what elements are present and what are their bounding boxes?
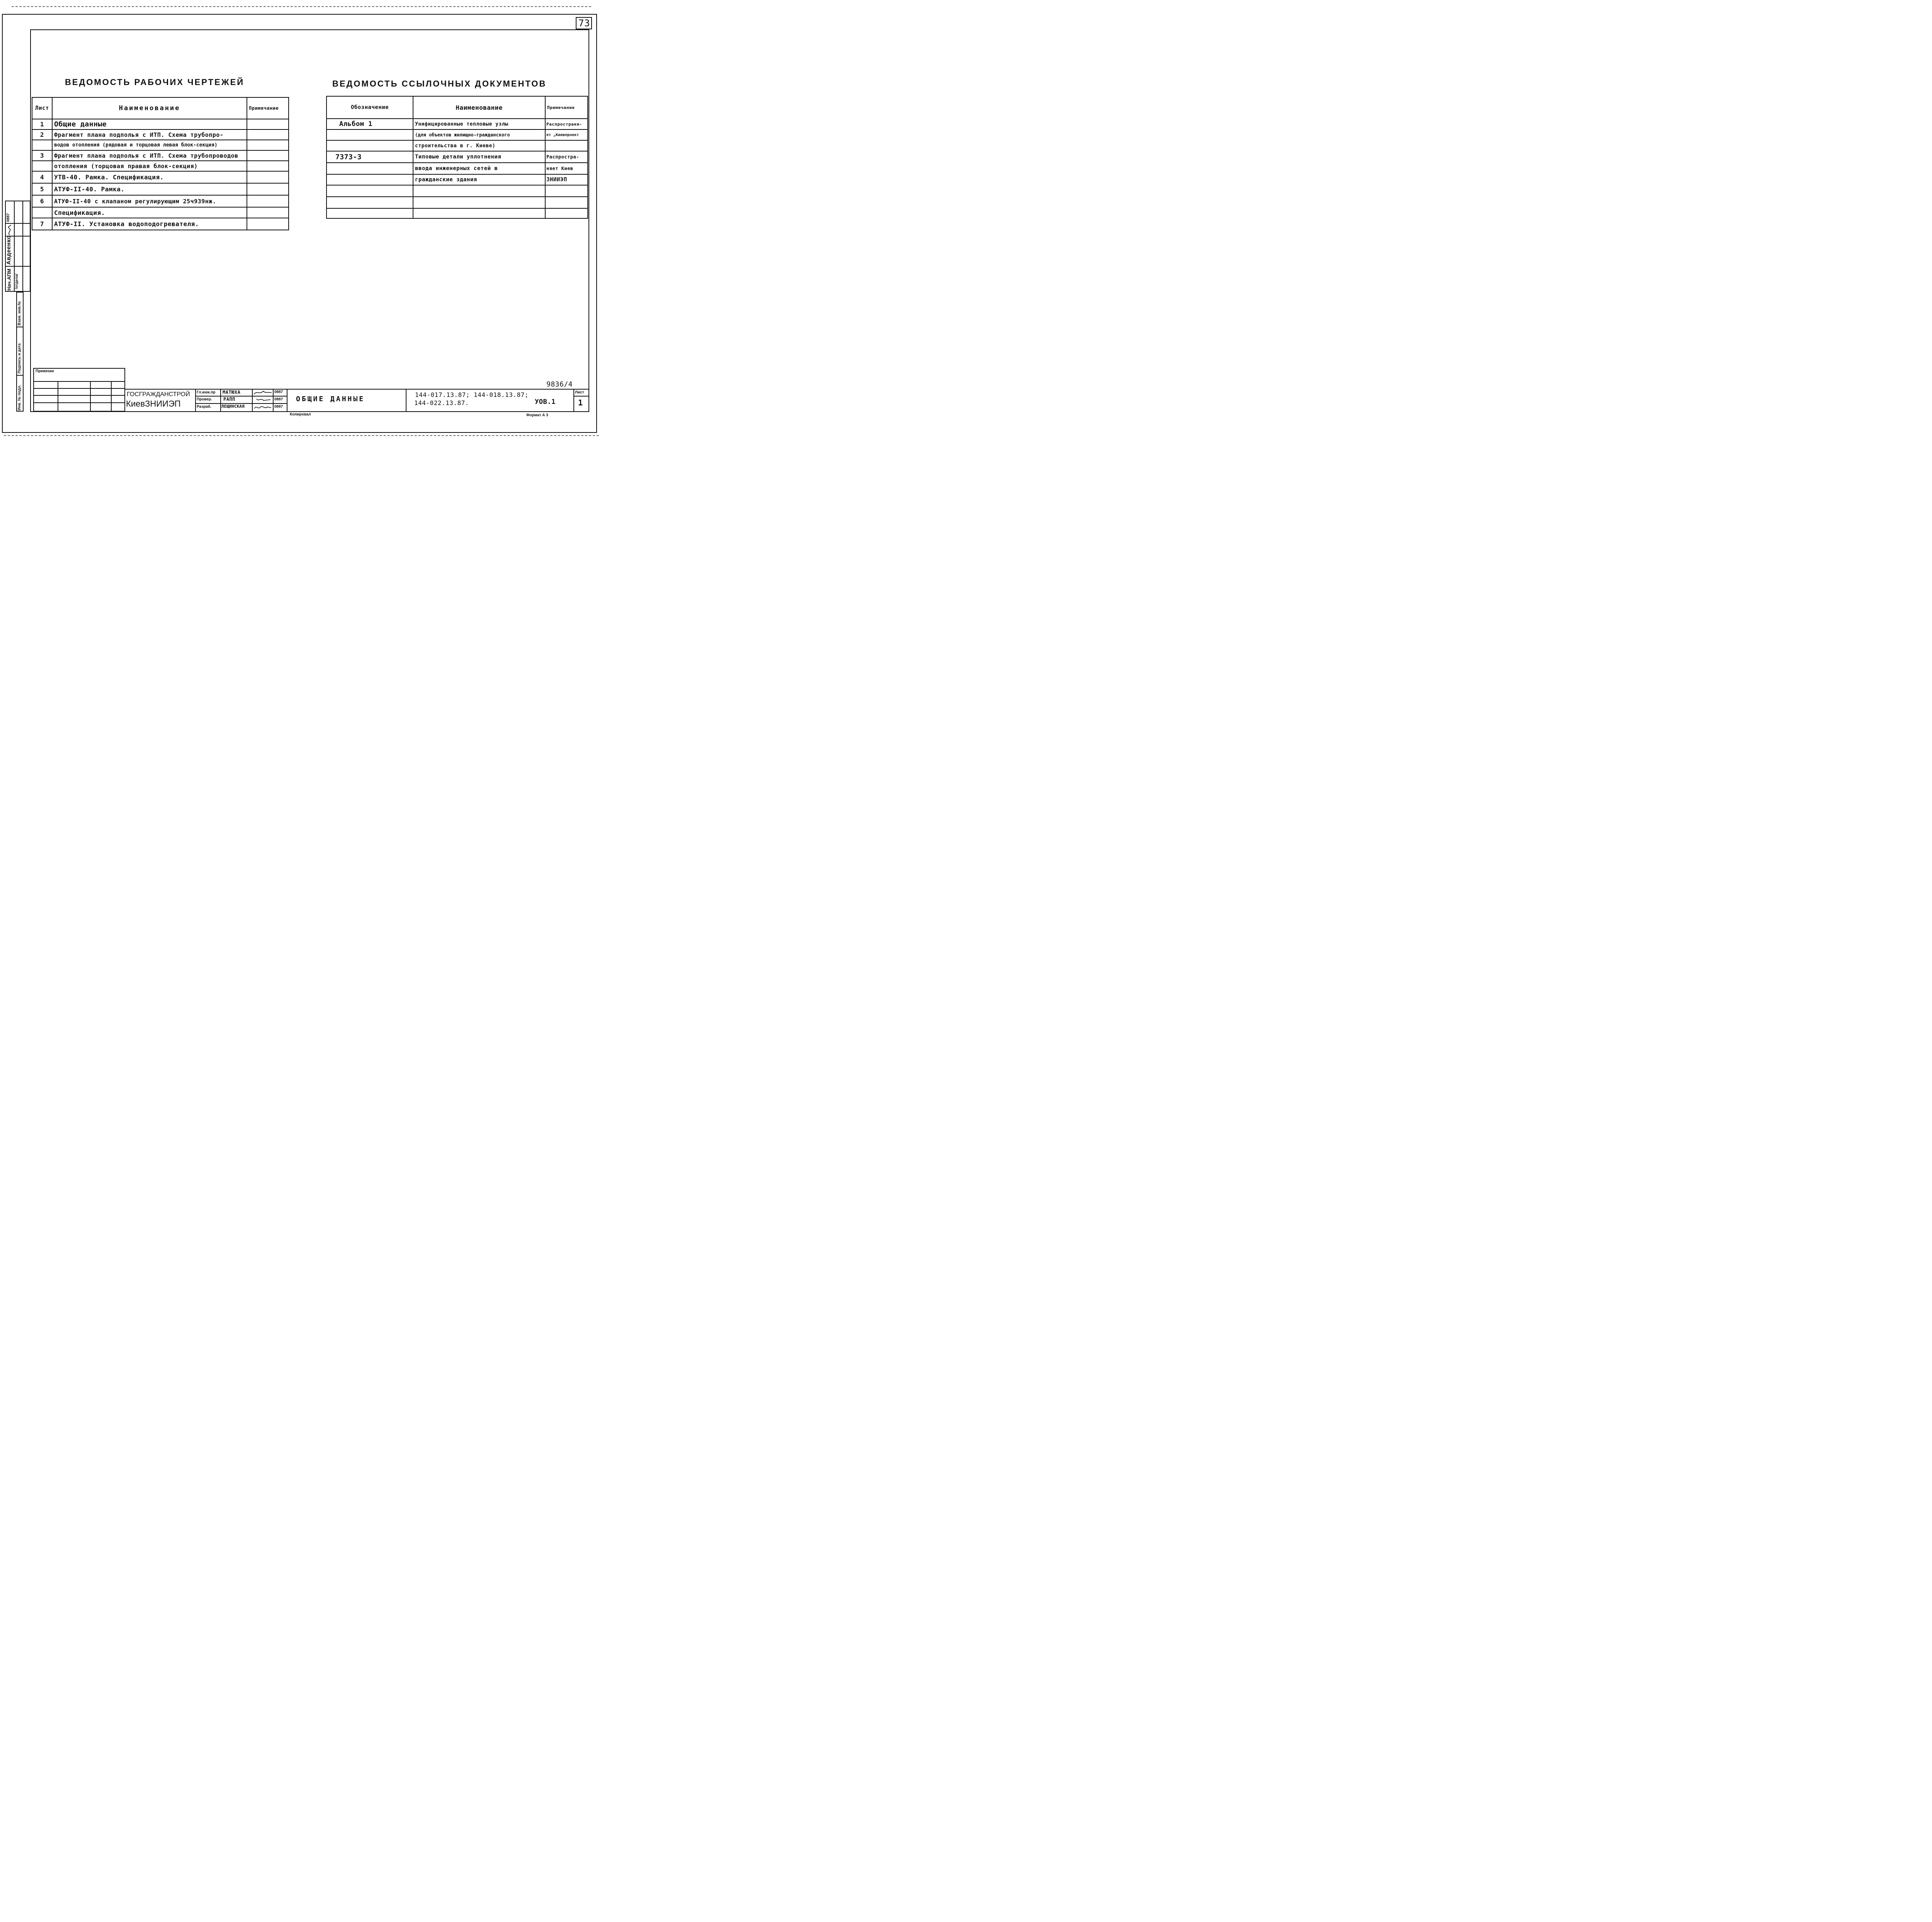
role-signature	[253, 390, 272, 396]
role-name: МАТЮХА	[223, 390, 241, 395]
doc-codes-line1: 144-017.13.87; 144-018.13.87;	[415, 391, 529, 398]
table-row	[327, 163, 588, 174]
row-sheet: 3	[32, 150, 52, 161]
table-header-row	[327, 96, 588, 119]
row-code: Альбом 1	[327, 119, 413, 129]
row-name: АТУФ-II-40 с клапаном регулирующим 25ч939нж.	[52, 195, 247, 207]
row-sheet: 5	[32, 183, 52, 195]
row-name: АТУФ-II-40. Рамка.	[52, 183, 247, 195]
stamp-original-inv-label: Инв. № подл.	[17, 385, 22, 410]
scan-border-top	[12, 6, 591, 7]
row-note	[247, 150, 289, 161]
approval-label: Привязан	[36, 369, 54, 373]
table-row	[32, 150, 289, 161]
row-name: Общие данные	[52, 119, 247, 129]
table-row	[32, 129, 289, 140]
row-code	[327, 129, 413, 140]
row-sheet	[32, 140, 52, 150]
role-label: Гл.инж.пр	[197, 390, 216, 395]
row-note: ЗНИИЭП	[545, 174, 588, 185]
reference-docs-title: ВЕДОМОСТЬ ССЫЛОЧНЫХ ДОКУМЕНТОВ	[332, 79, 547, 89]
stamp-position-label: Нач.АПМ	[6, 269, 12, 291]
row-name: Типовые детали уплотнения	[413, 151, 545, 163]
stamp-signature-date-label: Подпись и дата	[17, 343, 22, 373]
row-name: Спецификация.	[52, 207, 247, 218]
reference-table	[326, 96, 588, 219]
table-row	[32, 119, 289, 129]
row-sheet	[32, 207, 52, 218]
column-header-sheet: Лист	[32, 97, 52, 119]
row-name: Фрагмент плана подполья с ИТП. Схема трубопроводов	[52, 150, 247, 161]
column-header-note: Примечание	[545, 96, 588, 119]
mark-code: УОВ.1	[535, 398, 556, 406]
role-label: Разраб.	[197, 405, 211, 409]
row-name: строительства в г. Киеве)	[413, 140, 545, 151]
row-sheet: 2	[32, 129, 52, 140]
role-signature	[253, 404, 272, 411]
table-row	[327, 208, 588, 218]
format-label: Формат А 3	[526, 413, 548, 417]
role-label: Провер.	[197, 397, 212, 402]
table-row	[327, 119, 588, 129]
row-name: водов отопления (рядовая и торцовая левая блок-секция)	[52, 140, 247, 150]
doc-codes-line2: 144-022.13.87.	[414, 399, 469, 407]
row-name: Фрагмент плана подполья с ИТП. Схема трубопро-	[52, 129, 247, 140]
table-row	[327, 151, 588, 163]
corner-number: 73	[578, 18, 590, 29]
row-note	[247, 171, 289, 183]
row-note	[247, 119, 289, 129]
table-row	[327, 140, 588, 151]
row-code: 7373-3	[327, 151, 413, 163]
row-note	[247, 207, 289, 218]
row-note	[247, 183, 289, 195]
row-note: ет „Киевпроект	[545, 129, 588, 140]
row-sheet: 1	[32, 119, 52, 129]
row-code	[327, 174, 413, 185]
sheet-title: ОБЩИЕ ДАННЫЕ	[296, 395, 365, 403]
table-row	[327, 197, 588, 208]
role-date: 0887	[274, 397, 283, 402]
role-name: РАПП	[223, 397, 235, 402]
table-row	[327, 174, 588, 185]
table-row	[32, 140, 289, 150]
table-row	[327, 185, 588, 197]
stamp-replace-inv-label: Взам. инв.№	[17, 301, 22, 325]
row-note	[247, 140, 289, 150]
drawings-list-title: ВЕДОМОСТЬ РАБОЧИХ ЧЕРТЕЖЕЙ	[65, 77, 245, 87]
stamp-name: Авдеенко	[5, 235, 12, 265]
org-name: ГОСГРАЖДАНСТРОЙ	[127, 391, 190, 398]
row-note: Распростра-	[545, 151, 588, 163]
row-note	[545, 140, 588, 151]
series-number: 9836/4	[546, 380, 573, 388]
role-name: ЛЕЩИНСКАЯ	[221, 404, 245, 409]
role-date: 0887	[274, 390, 283, 394]
row-name: АТУФ-II. Установка водоподогревателя.	[52, 218, 247, 230]
row-sheet: 6	[32, 195, 52, 207]
stamp-dept-label: /отдела/	[15, 273, 19, 289]
row-name: гражданские здания	[413, 174, 545, 185]
table-row	[32, 195, 289, 207]
column-header-code: Обозначение	[327, 96, 413, 119]
org-institute: КиевЗНИИЭП	[126, 399, 181, 409]
row-note	[247, 195, 289, 207]
row-name: ввода инженерных сетей в	[413, 163, 545, 174]
role-signature	[255, 397, 272, 403]
row-note	[247, 218, 289, 230]
row-note: няет Киев	[545, 163, 588, 174]
row-note	[247, 161, 289, 171]
copied-label: Копировал	[290, 412, 311, 417]
row-code	[327, 163, 413, 174]
table-row	[32, 218, 289, 230]
row-name: (для объектов жилищно-гражданского	[413, 129, 545, 140]
row-name: отопления (торцовая правая блок-секция)	[52, 161, 247, 171]
stamp-date: 0887	[6, 213, 10, 222]
table-row	[32, 171, 289, 183]
table-row	[32, 183, 289, 195]
stamp-signature	[6, 224, 14, 236]
row-sheet: 7	[32, 218, 52, 230]
row-sheet	[32, 161, 52, 171]
scan-border-bottom	[4, 435, 599, 436]
column-header-name: Наименование	[413, 96, 545, 119]
row-name: УТВ-40. Рамка. Спецификация.	[52, 171, 247, 183]
row-name: Унифицированные тепловые узлы	[413, 119, 545, 129]
sheet-number: 1	[578, 398, 583, 407]
table-row	[32, 161, 289, 171]
role-date: 0887	[274, 405, 283, 409]
drawings-table	[32, 97, 289, 230]
table-row	[32, 207, 289, 218]
table-header-row	[32, 97, 289, 119]
table-row	[327, 129, 588, 140]
row-note: Распространя-	[545, 119, 588, 129]
sheet-label: Лист	[575, 390, 584, 395]
column-header-name: Наименование	[52, 97, 247, 119]
row-sheet: 4	[32, 171, 52, 183]
row-note	[247, 129, 289, 140]
column-header-note: Примечание	[247, 97, 289, 119]
row-code	[327, 140, 413, 151]
